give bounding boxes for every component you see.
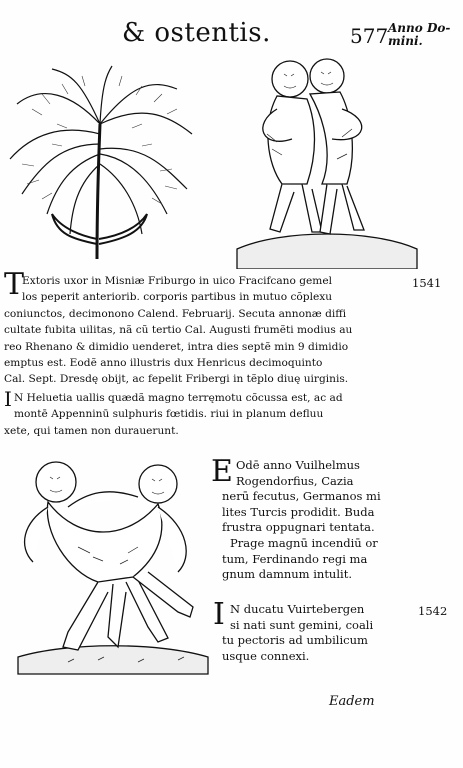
year-note	[388, 22, 458, 48]
text-line: N Heluetia uallis quædã magno terręmotu cõcussa est, ac ad	[14, 392, 343, 404]
woodcut-embracing-twins	[232, 54, 422, 269]
text-line: nerū fecutus, Germanos mi	[222, 489, 381, 504]
year-note-line-2: mini.	[388, 34, 423, 48]
text-line: tu pectoris ad umbilicum	[222, 633, 368, 648]
text-line: emptus est. Eodẽ anno illustris dux Henricus decimoquinto	[4, 356, 323, 369]
text-line: usque connexi.	[222, 648, 310, 663]
text-line: lites Turcis prodidit. Buda	[222, 504, 375, 519]
dropcap-t: T	[4, 267, 25, 302]
year-note-line-1: Anno Do-	[388, 21, 451, 35]
woodcut-plant	[2, 64, 202, 264]
dropcap-i-2: I	[213, 597, 225, 632]
text-line: Odē anno Vuilhelmus	[236, 458, 360, 472]
text-line: N ducatu Vuirtebergen	[230, 602, 365, 616]
running-title: & ostentis.	[122, 18, 271, 48]
text-line: cultate fubita uilitas, nã cũ tertio Cal. Augusti frumẽti modius au	[4, 324, 353, 337]
margin-year-1542: 1542	[418, 604, 448, 618]
running-header	[0, 16, 463, 56]
text-line: frustra oppugnari tentata.	[222, 520, 375, 535]
text-line: Cal. Sept. Dresdę obijt, ac fepelit Fribergi in tẽplo diuę uirginis.	[4, 373, 349, 386]
paragraph-1	[4, 273, 353, 388]
text-line: los peperit anteriorib. corporis partibus in mutuo cõplexu	[22, 291, 333, 304]
page-number: 577	[350, 24, 389, 48]
dropcap-i: I	[4, 387, 12, 411]
text-line: coniunctos, decimonono Calend. Februarij. Secuta annonæ diffi	[4, 307, 347, 320]
paragraph-4	[222, 602, 432, 664]
text-line: reo Rhenano & dimidio uenderet, intra dies septẽ min 9 dimidio	[4, 340, 349, 353]
margin-year-1541: 1541	[412, 276, 442, 290]
text-line: Prage magnū incendiū or	[230, 535, 378, 550]
text-line: Extoris uxor in Misniæ Friburgo in uico Fracifcano gemel	[22, 275, 333, 287]
paragraph-3	[222, 458, 432, 583]
text-line: tum, Ferdinando regi ma	[222, 551, 368, 566]
paragraph-2	[4, 390, 343, 439]
text-line: gnum damnum intulit.	[222, 567, 352, 582]
catchword: Eadem	[329, 694, 375, 709]
text-line: montē Appenninū sulphuris fœtidis. riui in planum defluu	[14, 408, 324, 421]
text-line: si nati sunt gemini, coali	[230, 617, 374, 632]
text-line: Rogendorfius, Cazia	[236, 473, 354, 488]
woodcut-conjoined-twins	[8, 452, 213, 684]
text-line: xete, qui tamen non durauerunt.	[4, 424, 179, 437]
dropcap-e: E	[211, 454, 233, 489]
